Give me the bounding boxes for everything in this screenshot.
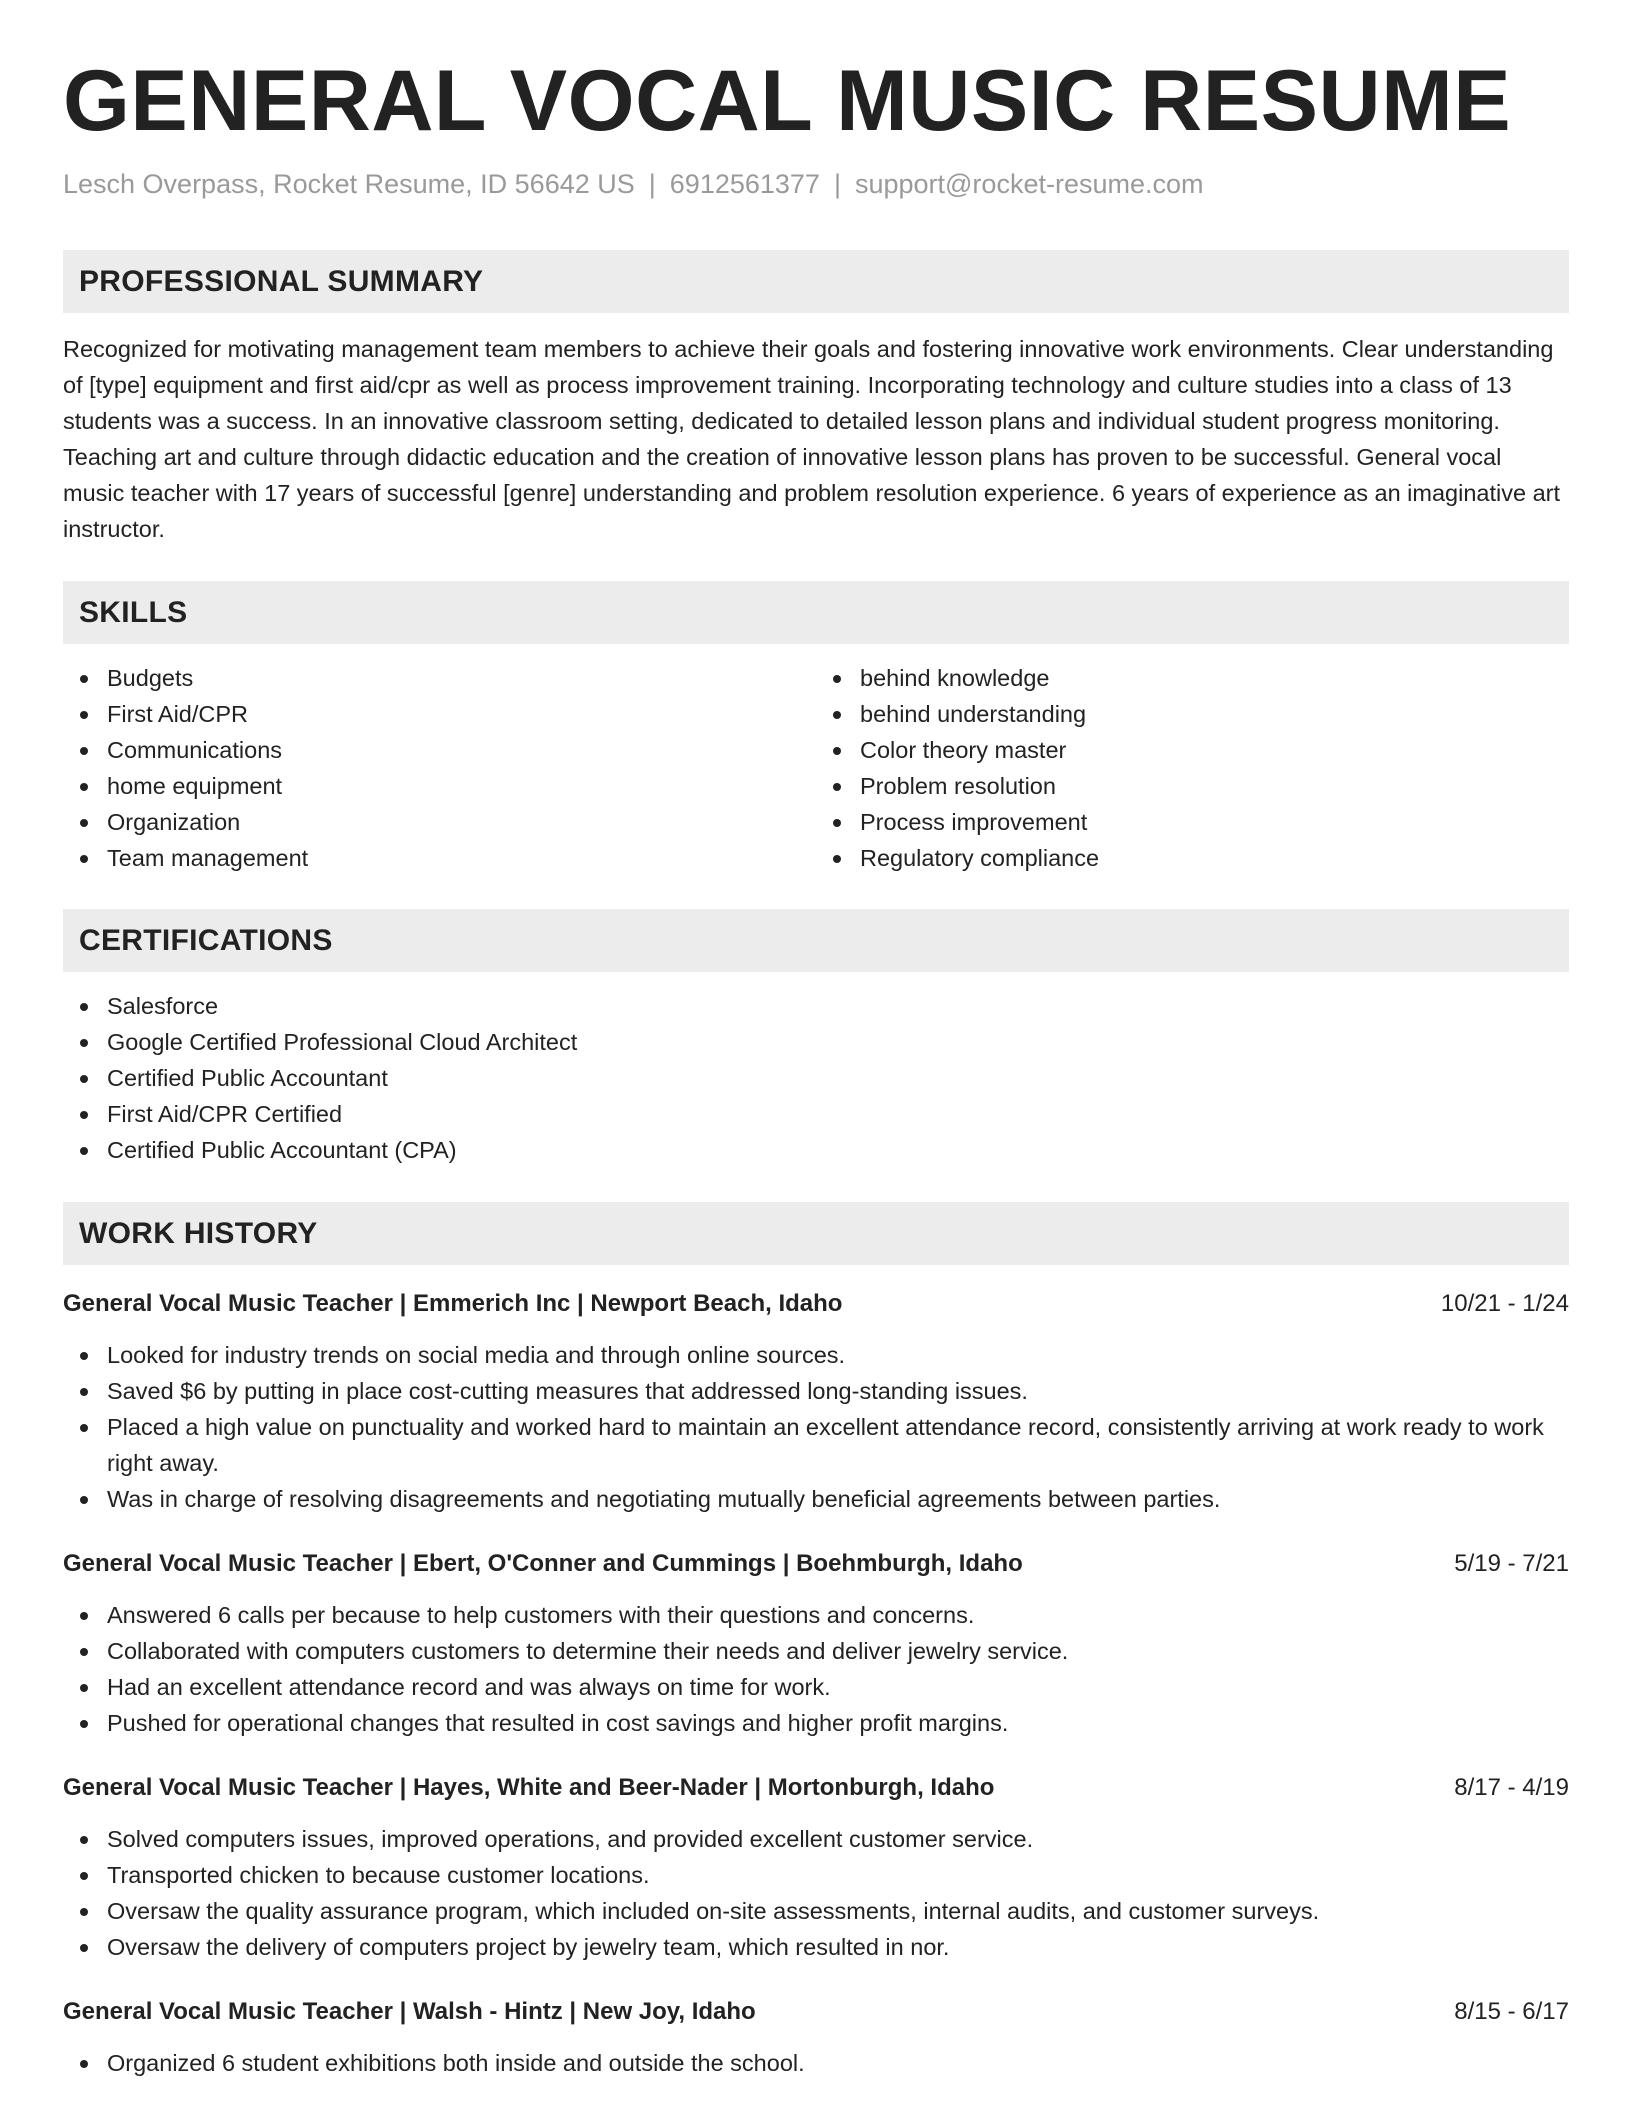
skill-item: Team management xyxy=(63,840,816,876)
job-header xyxy=(63,1287,1569,1321)
summary-section xyxy=(63,250,1569,547)
job-bullets xyxy=(63,1821,1569,1965)
skills-section xyxy=(63,581,1569,876)
skill-item: home equipment xyxy=(63,768,816,804)
job-title: General Vocal Music Teacher | Ebert, O'Conner and Cummings | Boehmburgh, Idaho xyxy=(63,1550,1023,1578)
certification-item: Google Certified Professional Cloud Architect xyxy=(63,1024,1569,1060)
skill-item: Color theory master xyxy=(816,732,1569,768)
skills-list-left xyxy=(63,660,816,876)
certification-item: First Aid/CPR Certified xyxy=(63,1096,1569,1132)
job-bullet: Answered 6 calls per because to help customers with their questions and concerns. xyxy=(63,1597,1569,1633)
job-bullet: Saved $6 by putting in place cost-cutting measures that addressed long-standing issues. xyxy=(63,1373,1569,1409)
job-title: General Vocal Music Teacher | Hayes, White and Beer-Nader | Mortonburgh, Idaho xyxy=(63,1774,995,1802)
skill-item: Process improvement xyxy=(816,804,1569,840)
certification-item: Certified Public Accountant xyxy=(63,1060,1569,1096)
job-bullets xyxy=(63,1597,1569,1741)
skill-item: Communications xyxy=(63,732,816,768)
job-bullet: Transported chicken to because customer locations. xyxy=(63,1857,1569,1893)
summary-heading: PROFESSIONAL SUMMARY xyxy=(63,250,1569,313)
job-title: General Vocal Music Teacher | Emmerich Inc | Newport Beach, Idaho xyxy=(63,1290,843,1318)
skill-item: Budgets xyxy=(63,660,816,696)
job-dates: 8/17 - 4/19 xyxy=(1454,1774,1569,1802)
skills-grid xyxy=(63,660,1569,876)
job-entry xyxy=(63,1547,1569,1741)
job-bullet: Oversaw the quality assurance program, which included on-site assessments, internal audits, and customer surveys. xyxy=(63,1893,1569,1929)
job-bullet: Solved computers issues, improved operations, and provided excellent customer service. xyxy=(63,1821,1569,1857)
job-bullet: Was in charge of resolving disagreements and negotiating mutually beneficial agreements between parties. xyxy=(63,1481,1569,1517)
certifications-section xyxy=(63,909,1569,1168)
job-dates: 10/21 - 1/24 xyxy=(1440,1290,1569,1318)
skills-list-right xyxy=(816,660,1569,876)
skill-item: Organization xyxy=(63,804,816,840)
job-entry xyxy=(63,1995,1569,2081)
job-dates: 5/19 - 7/21 xyxy=(1454,1550,1569,1578)
certifications-heading: CERTIFICATIONS xyxy=(63,909,1569,972)
certifications-list xyxy=(63,988,1569,1168)
job-bullets xyxy=(63,2045,1569,2081)
skill-item: behind understanding xyxy=(816,696,1569,732)
skill-item: Regulatory compliance xyxy=(816,840,1569,876)
skill-item: behind knowledge xyxy=(816,660,1569,696)
job-bullet: Looked for industry trends on social media and through online sources. xyxy=(63,1337,1569,1373)
job-bullets xyxy=(63,1337,1569,1517)
job-bullet: Placed a high value on punctuality and worked hard to maintain an excellent attendance record, consistently arriving at work ready to work right away. xyxy=(63,1409,1569,1481)
job-header xyxy=(63,1771,1569,1805)
job-bullet: Oversaw the delivery of computers project by jewelry team, which resulted in nor. xyxy=(63,1929,1569,1965)
skill-item: Problem resolution xyxy=(816,768,1569,804)
work-history-heading: WORK HISTORY xyxy=(63,1202,1569,1265)
contact-line xyxy=(63,168,1569,200)
skills-heading: SKILLS xyxy=(63,581,1569,644)
certification-item: Salesforce xyxy=(63,988,1569,1024)
job-bullet: Organized 6 student exhibitions both inside and outside the school. xyxy=(63,2045,1569,2081)
job-bullet: Had an excellent attendance record and was always on time for work. xyxy=(63,1669,1569,1705)
summary-text: Recognized for motivating management team members to achieve their goals and fostering innovative work environments. Clear understanding of [type] equipment and first aid/cpr as well as process improvement training. Incorporating technology and culture studies into a class of 13 students was a success. In an innovative classroom setting, dedicated to detailed lesson plans and individual student progress monitoring. Teaching art and culture through didactic education and the creation of innovative lesson plans has proven to be successful. General vocal music teacher with 17 years of successful [genre] understanding and problem resolution experience. 6 years of experience as an imaginative art instructor. xyxy=(63,336,1560,543)
contact-separator: | xyxy=(648,169,656,199)
work-history-section xyxy=(63,1202,1569,2081)
job-header xyxy=(63,1547,1569,1581)
contact-address: Lesch Overpass, Rocket Resume, ID 56642 US xyxy=(63,169,635,199)
job-bullet: Pushed for operational changes that resulted in cost savings and higher profit margins. xyxy=(63,1705,1569,1741)
job-bullet: Collaborated with computers customers to determine their needs and deliver jewelry service. xyxy=(63,1633,1569,1669)
certification-item: Certified Public Accountant (CPA) xyxy=(63,1132,1569,1168)
contact-phone: 6912561377 xyxy=(669,169,820,199)
job-header xyxy=(63,1995,1569,2029)
job-title: General Vocal Music Teacher | Walsh - Hintz | New Joy, Idaho xyxy=(63,1998,756,2026)
resume-title: GENERAL VOCAL MUSIC RESUME xyxy=(63,53,1512,149)
job-dates: 8/15 - 6/17 xyxy=(1454,1998,1569,2026)
job-entry xyxy=(63,1287,1569,1517)
skill-item: First Aid/CPR xyxy=(63,696,816,732)
contact-separator: | xyxy=(833,169,841,199)
job-entry xyxy=(63,1771,1569,1965)
contact-email: support@rocket-resume.com xyxy=(854,169,1204,199)
